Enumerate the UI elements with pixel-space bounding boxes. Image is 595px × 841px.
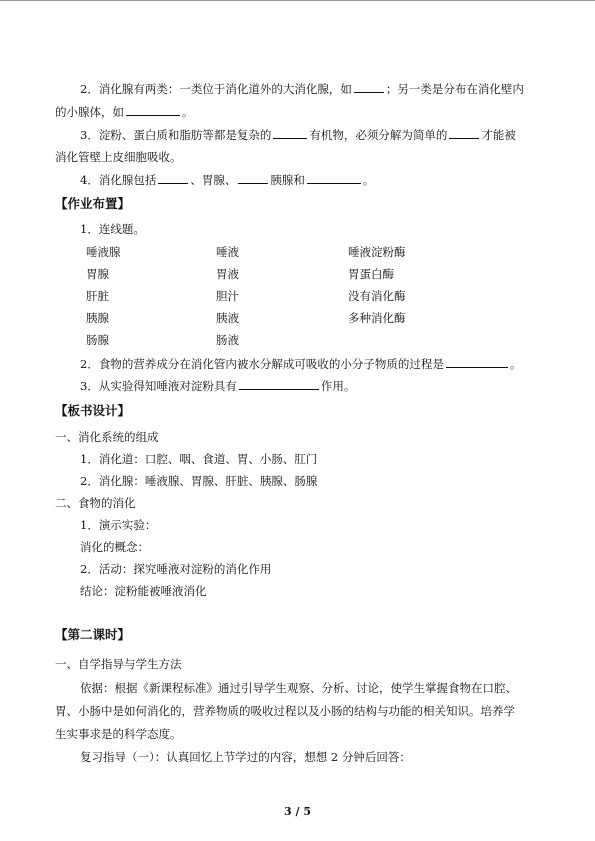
blank bbox=[354, 81, 384, 93]
blank bbox=[239, 378, 319, 390]
text: 。 bbox=[362, 173, 375, 187]
match-col1-item: 肝脏 bbox=[86, 289, 109, 303]
homework-q3 bbox=[80, 378, 355, 393]
board-line: 消化的概念： bbox=[80, 540, 149, 554]
match-col1-item: 唾液腺 bbox=[86, 245, 121, 259]
homework-heading: 【作业布置】 bbox=[55, 196, 131, 211]
board-line: 一、消化系统的组成 bbox=[55, 430, 159, 444]
match-col2-item: 肠液 bbox=[216, 333, 239, 347]
board-line: 二、食物的消化 bbox=[55, 496, 136, 510]
lesson2-heading: 【第二课时】 bbox=[55, 627, 131, 642]
match-col1-item: 胃腺 bbox=[86, 267, 109, 281]
text: 胰腺和 bbox=[270, 173, 305, 187]
lesson2-para: 依据：根据《新课程标准》通过引导学生观察、分析、讨论，使学生掌握食物在口腔、 bbox=[80, 681, 517, 695]
blank bbox=[238, 172, 268, 184]
board-line: 2．消化腺：唾液腺、胃腺、肝脏、胰腺、肠腺 bbox=[80, 474, 318, 488]
match-col3-item: 唾液淀粉酶 bbox=[348, 245, 406, 259]
blank bbox=[158, 172, 188, 184]
text: 3．淀粉、蛋白质和脂肪等都是复杂的 bbox=[80, 128, 272, 142]
text: 。 bbox=[182, 105, 194, 119]
lesson2-line: 一、自学指导与学生方法 bbox=[55, 657, 182, 671]
match-col1-item: 胰腺 bbox=[86, 311, 109, 325]
page-number: 3 / 5 bbox=[284, 805, 311, 818]
text: 2．消化腺有两类：一类位于消化道外的大消化腺，如 bbox=[80, 82, 352, 96]
blank bbox=[126, 104, 180, 116]
match-col3-item: 胃蛋白酶 bbox=[348, 267, 394, 281]
lesson2-para: 复习指导（一）：认真回忆上节学过的内容，想想 2 分钟后回答： bbox=[80, 750, 411, 764]
blank bbox=[273, 127, 307, 139]
q3-line2: 消化管壁上皮细胞吸收。 bbox=[55, 150, 182, 164]
text: 才能被 bbox=[481, 128, 516, 142]
text: 作用。 bbox=[320, 379, 356, 393]
board-line: 结论：淀粉能被唾液消化 bbox=[80, 584, 207, 598]
match-col1-item: 肠腺 bbox=[86, 333, 109, 347]
homework-q2 bbox=[80, 356, 521, 371]
blank bbox=[307, 172, 361, 184]
blank bbox=[449, 127, 479, 139]
match-col2-item: 胆汁 bbox=[216, 289, 239, 303]
match-col2-item: 唾液 bbox=[216, 245, 239, 259]
board-line: 1．消化道：口腔、咽、食道、胃、小肠、肛门 bbox=[80, 452, 318, 466]
q4-line bbox=[80, 172, 374, 187]
board-line: 1．演示实验： bbox=[80, 518, 157, 532]
text: 4．消化腺包括 bbox=[80, 173, 157, 187]
q2-line1 bbox=[80, 81, 524, 96]
text: 3．从实验得知唾液对淀粉具有 bbox=[80, 379, 237, 393]
text: 有机物，必须分解为简单的 bbox=[309, 128, 448, 142]
header-rule bbox=[0, 0, 595, 1]
blank bbox=[446, 356, 508, 368]
text: ；另一类是分布在消化壁内 bbox=[385, 82, 524, 96]
text: 、胃腺、 bbox=[190, 173, 237, 187]
match-col2-item: 胃液 bbox=[216, 267, 239, 281]
text: 2．食物的营养成分在消化管内被水分解成可吸收的小分子物质的过程是 bbox=[80, 357, 444, 371]
q3-line1 bbox=[80, 127, 516, 142]
match-col3-item: 多种消化酶 bbox=[348, 311, 406, 325]
text: 的小腺体，如 bbox=[55, 105, 124, 119]
lesson2-para: 生实事求是的科学态度。 bbox=[55, 727, 182, 741]
match-col2-item: 胰液 bbox=[216, 311, 239, 325]
q2-line2 bbox=[55, 104, 194, 119]
board-heading: 【板书设计】 bbox=[55, 403, 131, 418]
lesson2-para: 胃、小肠中是如何消化的，营养物质的吸收过程以及小肠的结构与功能的相关知识。培养学 bbox=[55, 704, 515, 718]
match-col3-item: 没有消化酶 bbox=[348, 289, 406, 303]
homework-q1: 1．连线题。 bbox=[80, 222, 145, 236]
text: 。 bbox=[509, 357, 522, 371]
board-line: 2．活动：探究唾液对淀粉的消化作用 bbox=[80, 562, 272, 576]
